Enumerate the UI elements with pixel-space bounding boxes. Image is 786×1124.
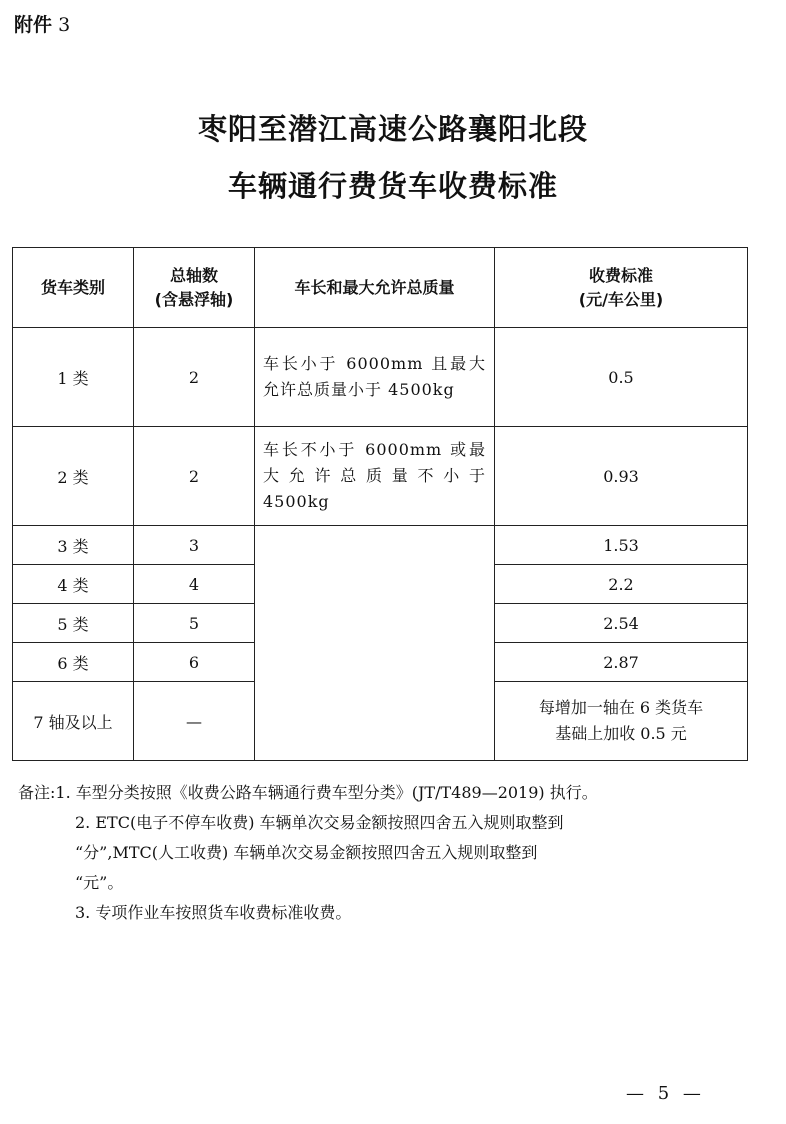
cell-rate: 2.2 bbox=[495, 565, 748, 604]
cell-axles: — bbox=[134, 682, 255, 761]
cell-axles: 3 bbox=[134, 526, 255, 565]
cell-rate-line2: 基础上加收 0.5 元 bbox=[555, 724, 687, 743]
header-length-mass: 车长和最大允许总质量 bbox=[255, 248, 495, 328]
page-number: — 5 — bbox=[626, 1083, 705, 1104]
header-rate bbox=[495, 248, 748, 328]
cell-class: 2 类 bbox=[13, 427, 134, 526]
header-axles-line2: (含悬浮轴) bbox=[154, 289, 234, 309]
note-2-line1: 2. ETC(电子不停车收费) 车辆单次交易金额按照四舍五入规则取整到 bbox=[75, 813, 564, 832]
note-1 bbox=[18, 778, 748, 808]
cell-class: 1 类 bbox=[13, 328, 134, 427]
cell-axles: 4 bbox=[134, 565, 255, 604]
cell-rate: 0.93 bbox=[495, 427, 748, 526]
cell-rate: 0.5 bbox=[495, 328, 748, 427]
attachment-word: 附件 bbox=[14, 14, 53, 36]
cell-rate: 1.53 bbox=[495, 526, 748, 565]
page-title-line1: 枣阳至潜江高速公路襄阳北段 bbox=[197, 112, 588, 146]
cell-desc: 车长小于 6000mm 且最大允许总质量小于 4500kg bbox=[255, 328, 495, 427]
header-rate-line1: 收费标准 bbox=[588, 265, 653, 285]
note-1-text: 1. 车型分类按照《收费公路车辆通行费车型分类》(JT/T489—2019) 执行。 bbox=[55, 783, 598, 802]
cell-desc-empty bbox=[255, 526, 495, 761]
table-row bbox=[13, 526, 748, 565]
cell-axles: 2 bbox=[134, 328, 255, 427]
attachment-number: 3 bbox=[58, 14, 71, 36]
table-row bbox=[13, 328, 748, 427]
cell-rate: 2.87 bbox=[495, 643, 748, 682]
page-title-line2: 车辆通行费货车收费标准 bbox=[227, 169, 558, 203]
cell-axles: 6 bbox=[134, 643, 255, 682]
cell-class: 6 类 bbox=[13, 643, 134, 682]
header-axles bbox=[134, 248, 255, 328]
cell-rate bbox=[495, 682, 748, 761]
cell-class: 4 类 bbox=[13, 565, 134, 604]
notes-section bbox=[18, 778, 748, 928]
note-3: 3. 专项作业车按照货车收费标准收费。 bbox=[75, 903, 352, 922]
header-axles-line1: 总轴数 bbox=[169, 265, 218, 285]
cell-class: 5 类 bbox=[13, 604, 134, 643]
cell-class: 3 类 bbox=[13, 526, 134, 565]
cell-class: 7 轴及以上 bbox=[13, 682, 134, 761]
cell-desc: 车长不小于 6000mm 或最大允许总质量不小于 4500kg bbox=[255, 427, 495, 526]
cell-axles: 2 bbox=[134, 427, 255, 526]
toll-rate-table bbox=[12, 247, 748, 761]
note-2-line2: “分”,MTC(人工收费) 车辆单次交易金额按照四舍五入规则取整到 bbox=[75, 843, 538, 862]
attachment-label bbox=[14, 10, 70, 37]
note-2-line3: “元”。 bbox=[75, 873, 124, 892]
cell-axles: 5 bbox=[134, 604, 255, 643]
header-rate-line2: (元/车公里) bbox=[578, 289, 664, 309]
header-truck-class: 货车类别 bbox=[13, 248, 134, 328]
cell-rate: 2.54 bbox=[495, 604, 748, 643]
cell-rate-line1: 每增加一轴在 6 类货车 bbox=[538, 698, 704, 717]
table-header-row bbox=[13, 248, 748, 328]
table-row bbox=[13, 427, 748, 526]
notes-prefix: 备注: bbox=[18, 783, 56, 802]
